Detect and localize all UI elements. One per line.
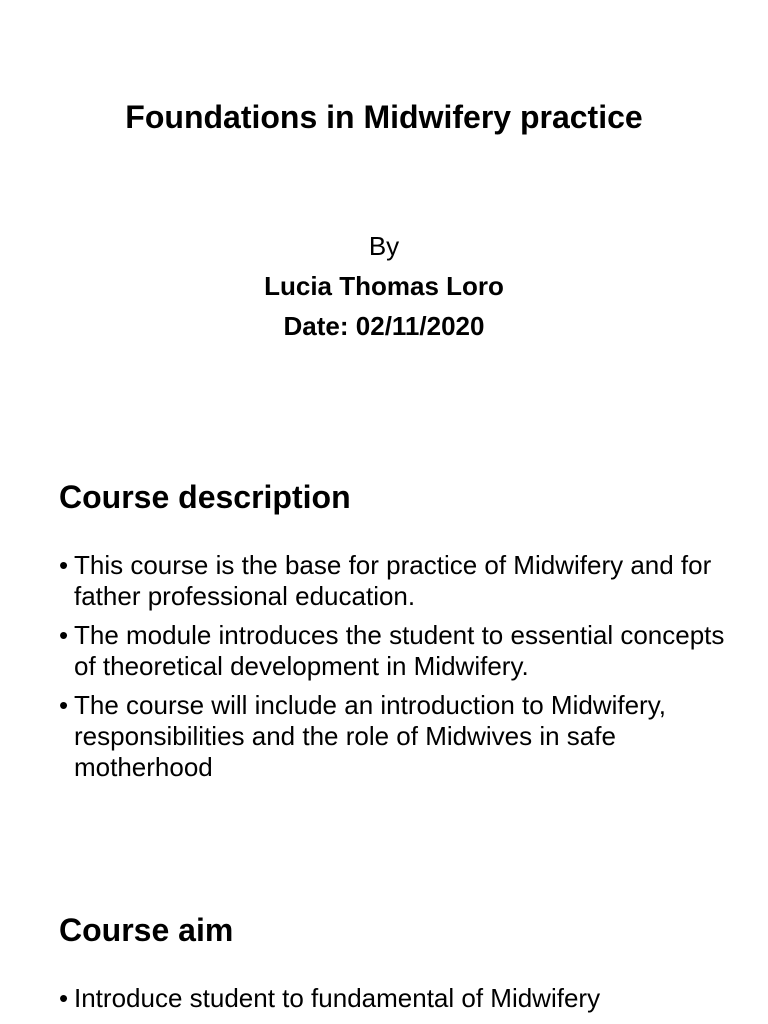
list-item [59,550,739,612]
bullet-list [59,550,739,791]
section-heading: Course aim [59,912,234,948]
list-item [59,690,739,783]
by-label: By [368,231,400,261]
list-item [59,620,739,682]
document-date: Date: 02/11/2020 [283,311,485,341]
bullet-icon: • [59,690,69,720]
bullet-icon: • [59,550,69,580]
bullet-list [59,983,739,1022]
list-item-text: Introduce student to fundamental of Midwifery [74,983,601,1013]
list-item-text: This course is the base for practice of Midwifery and for father professional education. [74,550,712,611]
byline [84,226,684,346]
title-slide [0,0,768,430]
list-item-text: The course will include an introduction to Midwifery, responsibilities and the role of Midwives in safe motherhood [74,690,667,782]
bullet-icon: • [59,983,69,1013]
section-heading: Course description [59,479,351,515]
list-item [59,983,739,1014]
bullet-icon: • [59,620,69,650]
document-title: Foundations in Midwifery practice [125,99,643,135]
list-item-text: The module introduces the student to essential concepts of theoretical development in Midwifery. [74,620,725,681]
author-name: Lucia Thomas Loro [264,271,504,301]
